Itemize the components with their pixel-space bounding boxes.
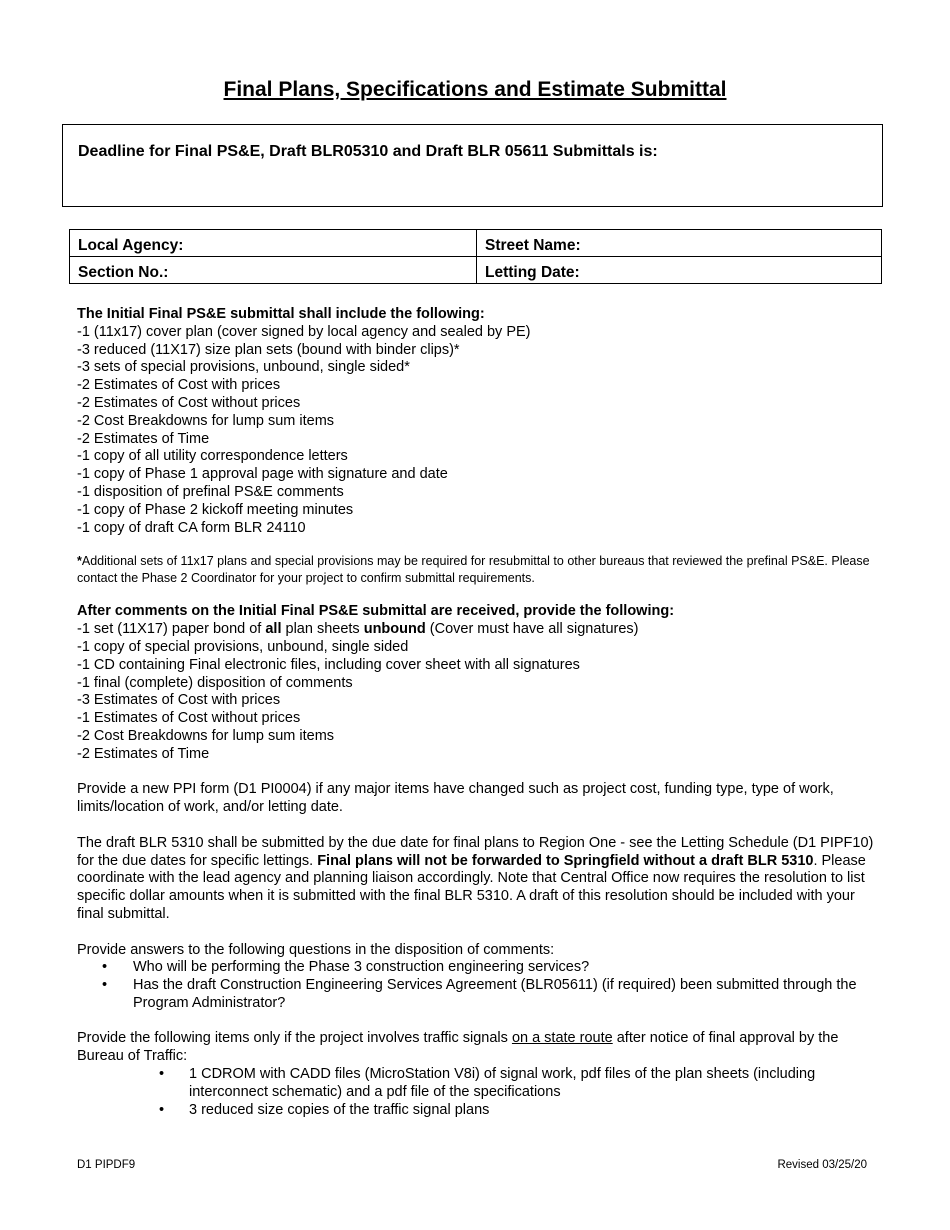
list-item: -2 Cost Breakdowns for lump sum items bbox=[77, 412, 335, 429]
paragraph-text: . Please coordinate with the lead agency and planning liaison accordingly. Note that Central Office now requires the resolution to list specific dollar amounts when it is submitted with the final BLR 5310. A draft of this resolution should be included with your final submittal. bbox=[77, 852, 866, 922]
paragraph-emphasis: Final plans will not be forwarded to Springfield without a draft BLR 5310 bbox=[317, 852, 814, 869]
list-item: -3 Estimates of Cost with prices bbox=[77, 692, 281, 709]
footnote bbox=[77, 553, 877, 586]
list-item: -1 CD containing Final electronic files, including cover sheet with all signatures bbox=[77, 656, 580, 673]
list-item: -3 sets of special provisions, unbound, single sided* bbox=[77, 359, 410, 376]
item-text: plan sheets bbox=[281, 621, 364, 638]
initial-heading: The Initial Final PS&E submittal shall include the following: bbox=[77, 306, 485, 322]
document-body bbox=[77, 306, 877, 1119]
list-item: -1 copy of all utility correspondence letters bbox=[77, 448, 348, 465]
item-emphasis: unbound bbox=[363, 621, 426, 638]
paragraph-underline: on a state route bbox=[511, 1030, 613, 1047]
list-item: -2 Estimates of Cost with prices bbox=[77, 377, 281, 394]
list-item: -2 Cost Breakdowns for lump sum items bbox=[77, 727, 335, 744]
list-item: -1 final (complete) disposition of comments bbox=[77, 674, 353, 691]
list-item: -1 copy of special provisions, unbound, single sided bbox=[77, 638, 409, 655]
list-item: -1 disposition of prefinal PS&E comments bbox=[77, 483, 344, 500]
paragraph-text: Provide the following items only if the project involves traffic signals bbox=[77, 1030, 512, 1047]
list-item: -2 Estimates of Time bbox=[77, 430, 210, 447]
footer-form-code: D1 PIPDF9 bbox=[77, 1159, 136, 1171]
list-item: • Has the draft Construction Engineering Services Agreement (BLR05611) (if required) been submitted through the Program Administrator? bbox=[77, 977, 877, 1013]
list-item: • 3 reduced size copies of the traffic signal plans bbox=[77, 1102, 877, 1120]
deadline-label: Deadline for Final PS&E, Draft BLR05310 and Draft BLR 05611 Submittals is: bbox=[78, 143, 658, 160]
item-text: (Cover must have all signatures) bbox=[425, 621, 639, 638]
list-item: -3 reduced (11X17) size plan sets (bound with binder clips)* bbox=[77, 341, 460, 358]
after-heading: After comments on the Initial Final PS&E submittal are received, provide the following: bbox=[77, 603, 675, 620]
footnote-star: * bbox=[77, 554, 82, 569]
blr-paragraph bbox=[77, 835, 877, 924]
ppi-paragraph: Provide a new PPI form (D1 PI0004) if any major items have changed such as project cost, funding type, type of work, limits/location of work, and/or letting date. bbox=[77, 781, 834, 816]
item-emphasis: all bbox=[265, 621, 282, 638]
list-item: • Who will be performing the Phase 3 construction engineering services? bbox=[77, 959, 877, 977]
street-name-cell: Street Name: bbox=[477, 230, 882, 257]
deadline-box bbox=[62, 124, 883, 207]
table-row bbox=[70, 257, 882, 284]
list-item: -1 copy of Phase 1 approval page with signature and date bbox=[77, 466, 448, 483]
list-item: -1 copy of draft CA form BLR 24110 bbox=[77, 519, 306, 536]
letting-date-cell: Letting Date: bbox=[477, 257, 882, 284]
list-item: -1 copy of Phase 2 kickoff meeting minutes bbox=[77, 501, 354, 518]
list-item: • 1 CDROM with CADD files (MicroStation V8i) of signal work, pdf files of the plan sheets (including interconnect schematic) and a pdf file of the specifications bbox=[77, 1066, 877, 1102]
list-item: -2 Estimates of Time bbox=[77, 745, 210, 762]
questions-list bbox=[77, 959, 877, 1012]
local-agency-cell: Local Agency: bbox=[70, 230, 477, 257]
footnote-text: Additional sets of 11x17 plans and special provisions may be required for resubmittal to other bureaus that reviewed the prefinal PS&E. Please contact the Phase 2 Coordinator for your project to confirm submittal requirements. bbox=[77, 554, 870, 585]
footer-revised-date: Revised 03/25/20 bbox=[777, 1159, 867, 1171]
list-item: -1 (11x17) cover plan (cover signed by local agency and sealed by PE) bbox=[77, 323, 531, 340]
list-item: -1 Estimates of Cost without prices bbox=[77, 710, 301, 727]
questions-intro: Provide answers to the following questions in the disposition of comments: bbox=[77, 941, 555, 958]
traffic-paragraph bbox=[77, 1030, 877, 1066]
traffic-list bbox=[77, 1066, 877, 1119]
page-title: Final Plans, Specifications and Estimate Submittal bbox=[223, 78, 727, 101]
paragraph-text: The draft BLR 5310 shall be submitted by the due date for final plans to Region One - see the Letting Schedule (D1 PIPF10) for the due dates for specific lettings. bbox=[77, 834, 874, 869]
table-row bbox=[70, 230, 882, 257]
list-item: -2 Estimates of Cost without prices bbox=[77, 394, 301, 411]
item-text: -1 set (11X17) paper bond of bbox=[77, 621, 266, 638]
section-no-cell: Section No.: bbox=[70, 257, 477, 284]
paragraph-text: after notice of final approval by the Bureau of Traffic: bbox=[77, 1030, 839, 1065]
list-item bbox=[77, 621, 877, 639]
project-info-table bbox=[69, 229, 882, 284]
